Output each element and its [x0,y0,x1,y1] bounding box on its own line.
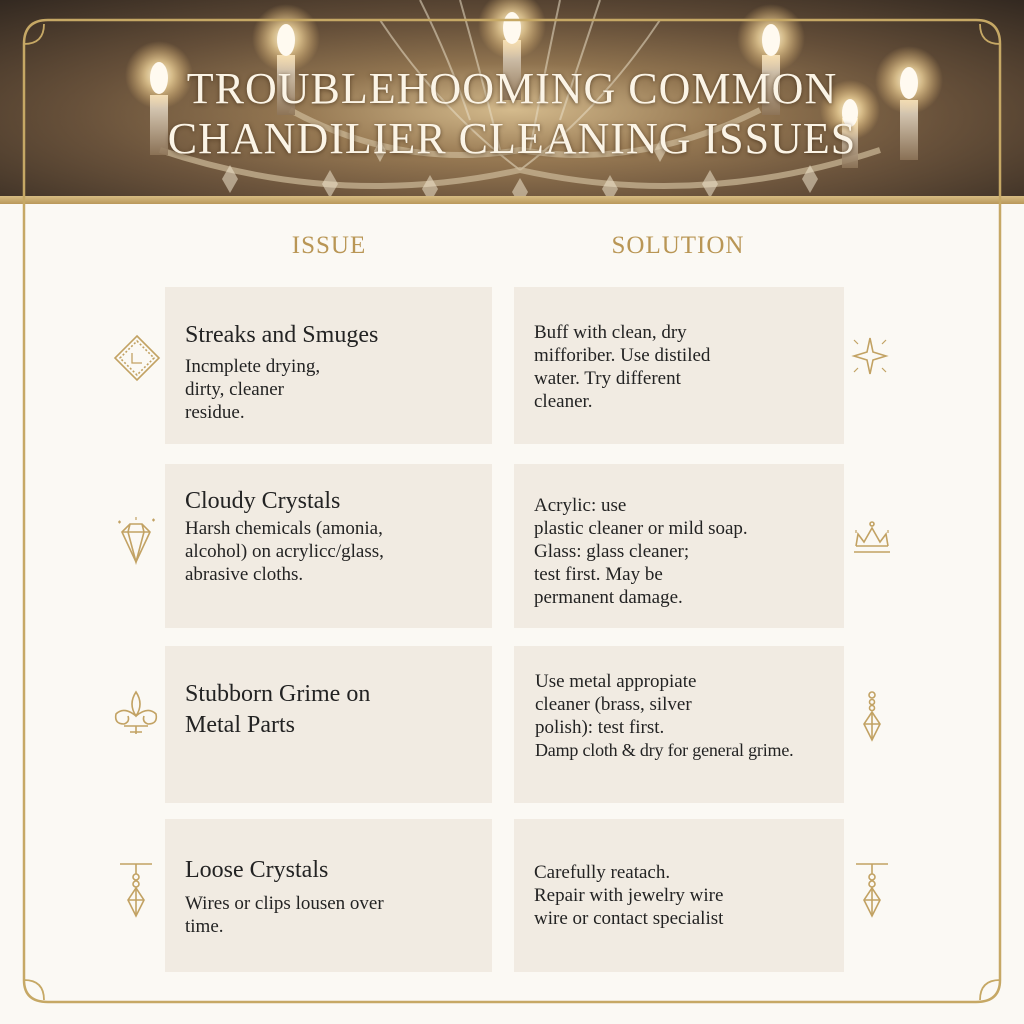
issue-description: Incmplete drying, dirty, cleaner residue. [185,356,321,423]
issue-title: Cloudy Crystals [185,488,341,514]
column-header-issue: ISSUE [291,232,367,259]
issue-title: Stubborn Grime on [185,681,371,707]
gem-icon [114,516,158,568]
solution-card-loose [514,819,844,972]
solution-card-cloudy [514,464,844,628]
issue-title-line-2: Metal Parts [185,712,295,738]
issue-card-cloudy [165,464,492,628]
solution-text: Buff with clean, dry mifforiber. Use distiled water. Try different cleaner. [534,322,711,412]
column-header-solution: SOLUTION [611,232,745,259]
solution-card-grime [514,646,844,803]
hanging-crystal-icon [854,860,890,920]
issue-card-grime [165,646,492,803]
issue-description: Wires or clips lousen over time. [185,893,384,937]
fleur-de-lis-icon [110,688,162,736]
hanging-crystal-icon [118,860,154,920]
sparkle-icon [848,334,892,380]
crystal-pendant-icon [858,690,886,742]
solution-card-streaks [514,287,844,444]
header-banner [0,0,1024,200]
solution-text: Acrylic: use plastic cleaner or mild soap. Glass: glass cleaner; test first. May be permanent damage. [534,495,748,608]
issue-card-loose [165,819,492,972]
issue-title: Loose Crystals [185,857,329,883]
solution-text: Use metal appropiate cleaner (brass, silver polish): test first. Damp cloth & dry for general grime. [535,671,794,760]
solution-text: Carefully reatach. Repair with jewelry wire wire or contact specialist [534,862,724,929]
page-title-line-2: CHANDILIER CLEANING ISSUES [167,114,857,163]
crown-icon [850,516,894,556]
issue-title: Streaks and Smuges [185,322,379,348]
issue-card-streaks [165,287,492,444]
issue-description: Harsh chemicals (amonia, alcohol) on acrylicc/glass, abrasive cloths. [185,518,384,585]
header-divider [0,196,1024,204]
page-title-line-1: TROUBLEHOOMING COMMON [186,64,838,113]
diamond-outline-icon [112,333,162,383]
